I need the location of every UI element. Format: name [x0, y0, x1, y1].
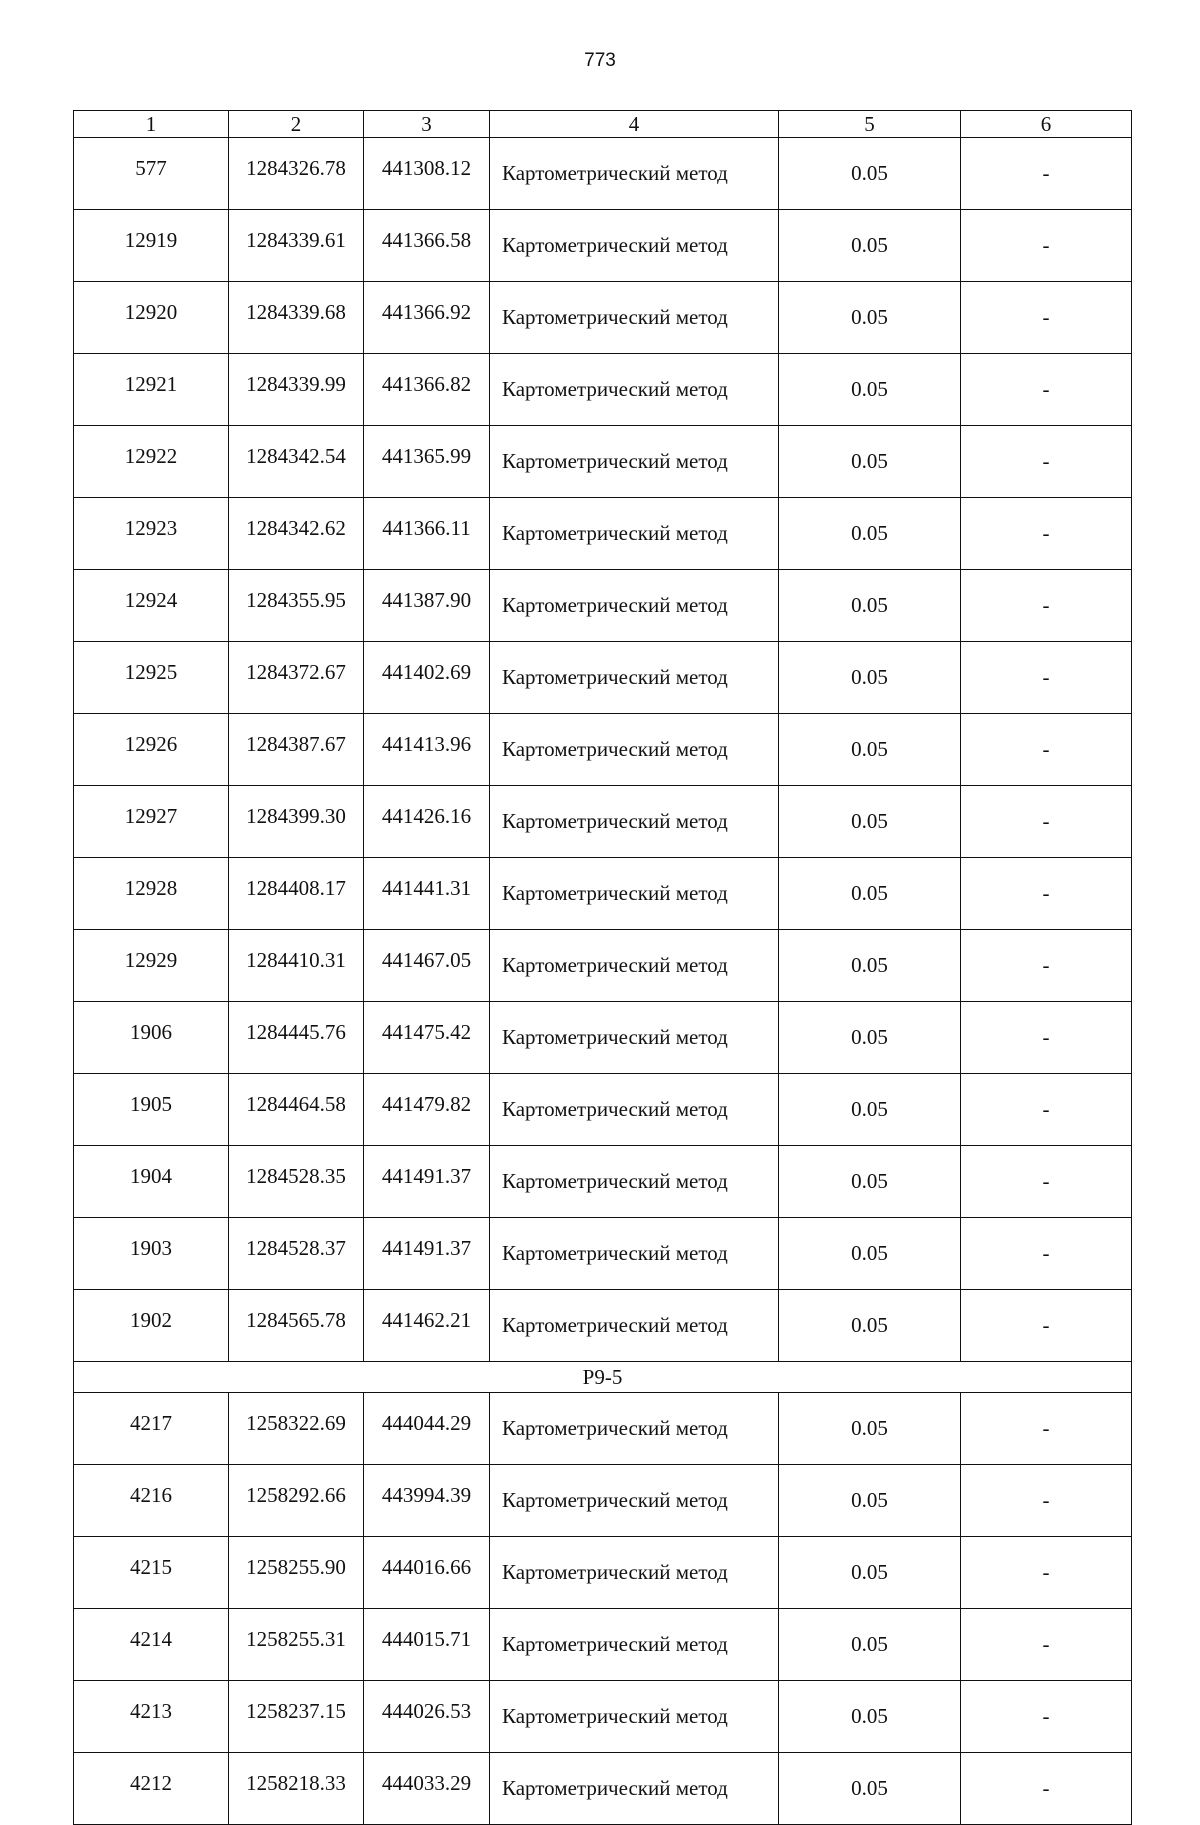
table-row [74, 786, 1132, 858]
table-row [74, 1146, 1132, 1218]
method-cell: Картометрический метод [490, 1218, 779, 1290]
accuracy-cell: 0.05 [779, 1002, 961, 1074]
method-cell: Картометрический метод [490, 1002, 779, 1074]
method-cell: Картометрический метод [490, 786, 779, 858]
note-cell: - [961, 858, 1132, 930]
table-row [74, 1681, 1132, 1753]
column-header: 3 [364, 111, 490, 138]
y-coordinate-cell: 444026.53 [364, 1681, 490, 1753]
x-coordinate-cell: 1284399.30 [229, 786, 364, 858]
point-number-cell: 12926 [74, 714, 229, 786]
x-coordinate-cell: 1284372.67 [229, 642, 364, 714]
table-row [74, 1753, 1132, 1825]
point-number-cell: 12925 [74, 642, 229, 714]
table-row [74, 282, 1132, 354]
section-label: Р9-5 [74, 1362, 1132, 1393]
method-cell: Картометрический метод [490, 138, 779, 210]
y-coordinate-cell: 443994.39 [364, 1465, 490, 1537]
method-cell: Картометрический метод [490, 930, 779, 1002]
x-coordinate-cell: 1284387.67 [229, 714, 364, 786]
coordinates-table [73, 110, 1132, 1825]
y-coordinate-cell: 444044.29 [364, 1393, 490, 1465]
column-header-row [74, 111, 1132, 138]
table-row [74, 1290, 1132, 1362]
accuracy-cell: 0.05 [779, 210, 961, 282]
x-coordinate-cell: 1284339.61 [229, 210, 364, 282]
point-number-cell: 1903 [74, 1218, 229, 1290]
note-cell: - [961, 1074, 1132, 1146]
note-cell: - [961, 786, 1132, 858]
method-cell: Картометрический метод [490, 354, 779, 426]
accuracy-cell: 0.05 [779, 426, 961, 498]
note-cell: - [961, 426, 1132, 498]
table-row [74, 1393, 1132, 1465]
x-coordinate-cell: 1284408.17 [229, 858, 364, 930]
accuracy-cell: 0.05 [779, 1609, 961, 1681]
x-coordinate-cell: 1284355.95 [229, 570, 364, 642]
accuracy-cell: 0.05 [779, 354, 961, 426]
y-coordinate-cell: 441426.16 [364, 786, 490, 858]
y-coordinate-cell: 441491.37 [364, 1146, 490, 1218]
table-row [74, 1074, 1132, 1146]
accuracy-cell: 0.05 [779, 858, 961, 930]
column-header: 1 [74, 111, 229, 138]
y-coordinate-cell: 441491.37 [364, 1218, 490, 1290]
note-cell: - [961, 642, 1132, 714]
note-cell: - [961, 1537, 1132, 1609]
accuracy-cell: 0.05 [779, 1218, 961, 1290]
point-number-cell: 12920 [74, 282, 229, 354]
x-coordinate-cell: 1284339.99 [229, 354, 364, 426]
point-number-cell: 12929 [74, 930, 229, 1002]
note-cell: - [961, 1753, 1132, 1825]
point-number-cell: 12924 [74, 570, 229, 642]
note-cell: - [961, 210, 1132, 282]
x-coordinate-cell: 1284565.78 [229, 1290, 364, 1362]
table-row [74, 498, 1132, 570]
note-cell: - [961, 1465, 1132, 1537]
method-cell: Картометрический метод [490, 210, 779, 282]
y-coordinate-cell: 441366.82 [364, 354, 490, 426]
accuracy-cell: 0.05 [779, 1465, 961, 1537]
table-row [74, 642, 1132, 714]
method-cell: Картометрический метод [490, 1753, 779, 1825]
method-cell: Картометрический метод [490, 282, 779, 354]
x-coordinate-cell: 1284339.68 [229, 282, 364, 354]
accuracy-cell: 0.05 [779, 1393, 961, 1465]
note-cell: - [961, 570, 1132, 642]
x-coordinate-cell: 1284342.54 [229, 426, 364, 498]
note-cell: - [961, 354, 1132, 426]
table-row [74, 1465, 1132, 1537]
point-number-cell: 12923 [74, 498, 229, 570]
accuracy-cell: 0.05 [779, 498, 961, 570]
x-coordinate-cell: 1258255.90 [229, 1537, 364, 1609]
y-coordinate-cell: 441366.58 [364, 210, 490, 282]
y-coordinate-cell: 441479.82 [364, 1074, 490, 1146]
column-header: 6 [961, 111, 1132, 138]
y-coordinate-cell: 444015.71 [364, 1609, 490, 1681]
accuracy-cell: 0.05 [779, 714, 961, 786]
method-cell: Картометрический метод [490, 1290, 779, 1362]
note-cell: - [961, 714, 1132, 786]
x-coordinate-cell: 1284342.62 [229, 498, 364, 570]
table-row [74, 1537, 1132, 1609]
note-cell: - [961, 498, 1132, 570]
y-coordinate-cell: 444016.66 [364, 1537, 490, 1609]
point-number-cell: 4215 [74, 1537, 229, 1609]
accuracy-cell: 0.05 [779, 642, 961, 714]
note-cell: - [961, 1002, 1132, 1074]
method-cell: Картометрический метод [490, 1074, 779, 1146]
x-coordinate-cell: 1258292.66 [229, 1465, 364, 1537]
point-number-cell: 4217 [74, 1393, 229, 1465]
note-cell: - [961, 1218, 1132, 1290]
note-cell: - [961, 1609, 1132, 1681]
note-cell: - [961, 1681, 1132, 1753]
accuracy-cell: 0.05 [779, 282, 961, 354]
column-header: 4 [490, 111, 779, 138]
accuracy-cell: 0.05 [779, 786, 961, 858]
point-number-cell: 12927 [74, 786, 229, 858]
point-number-cell: 1902 [74, 1290, 229, 1362]
table-row [74, 426, 1132, 498]
note-cell: - [961, 930, 1132, 1002]
point-number-cell: 4216 [74, 1465, 229, 1537]
point-number-cell: 12922 [74, 426, 229, 498]
method-cell: Картометрический метод [490, 570, 779, 642]
method-cell: Картометрический метод [490, 642, 779, 714]
x-coordinate-cell: 1258255.31 [229, 1609, 364, 1681]
point-number-cell: 12928 [74, 858, 229, 930]
accuracy-cell: 0.05 [779, 1681, 961, 1753]
x-coordinate-cell: 1284326.78 [229, 138, 364, 210]
note-cell: - [961, 282, 1132, 354]
method-cell: Картометрический метод [490, 498, 779, 570]
table-row [74, 714, 1132, 786]
column-header: 2 [229, 111, 364, 138]
section-row [74, 1362, 1132, 1393]
y-coordinate-cell: 441413.96 [364, 714, 490, 786]
accuracy-cell: 0.05 [779, 1074, 961, 1146]
x-coordinate-cell: 1284528.37 [229, 1218, 364, 1290]
point-number-cell: 4213 [74, 1681, 229, 1753]
accuracy-cell: 0.05 [779, 1753, 961, 1825]
table-row [74, 570, 1132, 642]
point-number-cell: 12921 [74, 354, 229, 426]
x-coordinate-cell: 1284528.35 [229, 1146, 364, 1218]
y-coordinate-cell: 444033.29 [364, 1753, 490, 1825]
point-number-cell: 4214 [74, 1609, 229, 1681]
table-row [74, 1002, 1132, 1074]
method-cell: Картометрический метод [490, 426, 779, 498]
point-number-cell: 12919 [74, 210, 229, 282]
accuracy-cell: 0.05 [779, 570, 961, 642]
y-coordinate-cell: 441308.12 [364, 138, 490, 210]
method-cell: Картометрический метод [490, 1681, 779, 1753]
note-cell: - [961, 1290, 1132, 1362]
x-coordinate-cell: 1258237.15 [229, 1681, 364, 1753]
point-number-cell: 1906 [74, 1002, 229, 1074]
coordinates-table-body [74, 111, 1132, 1825]
y-coordinate-cell: 441366.92 [364, 282, 490, 354]
x-coordinate-cell: 1258322.69 [229, 1393, 364, 1465]
method-cell: Картометрический метод [490, 1537, 779, 1609]
table-row [74, 138, 1132, 210]
note-cell: - [961, 138, 1132, 210]
y-coordinate-cell: 441462.21 [364, 1290, 490, 1362]
accuracy-cell: 0.05 [779, 138, 961, 210]
method-cell: Картометрический метод [490, 1146, 779, 1218]
method-cell: Картометрический метод [490, 1465, 779, 1537]
note-cell: - [961, 1146, 1132, 1218]
y-coordinate-cell: 441387.90 [364, 570, 490, 642]
point-number-cell: 4212 [74, 1753, 229, 1825]
column-header: 5 [779, 111, 961, 138]
y-coordinate-cell: 441441.31 [364, 858, 490, 930]
table-row [74, 1218, 1132, 1290]
y-coordinate-cell: 441467.05 [364, 930, 490, 1002]
method-cell: Картометрический метод [490, 714, 779, 786]
table-row [74, 354, 1132, 426]
page-number: 773 [584, 50, 616, 71]
y-coordinate-cell: 441365.99 [364, 426, 490, 498]
point-number-cell: 577 [74, 138, 229, 210]
x-coordinate-cell: 1284410.31 [229, 930, 364, 1002]
method-cell: Картометрический метод [490, 1609, 779, 1681]
y-coordinate-cell: 441366.11 [364, 498, 490, 570]
point-number-cell: 1905 [74, 1074, 229, 1146]
method-cell: Картометрический метод [490, 858, 779, 930]
table-row [74, 210, 1132, 282]
accuracy-cell: 0.05 [779, 1537, 961, 1609]
note-cell: - [961, 1393, 1132, 1465]
table-row [74, 930, 1132, 1002]
x-coordinate-cell: 1258218.33 [229, 1753, 364, 1825]
accuracy-cell: 0.05 [779, 930, 961, 1002]
table-row [74, 1609, 1132, 1681]
method-cell: Картометрический метод [490, 1393, 779, 1465]
y-coordinate-cell: 441475.42 [364, 1002, 490, 1074]
y-coordinate-cell: 441402.69 [364, 642, 490, 714]
x-coordinate-cell: 1284445.76 [229, 1002, 364, 1074]
accuracy-cell: 0.05 [779, 1146, 961, 1218]
accuracy-cell: 0.05 [779, 1290, 961, 1362]
table-row [74, 858, 1132, 930]
point-number-cell: 1904 [74, 1146, 229, 1218]
x-coordinate-cell: 1284464.58 [229, 1074, 364, 1146]
